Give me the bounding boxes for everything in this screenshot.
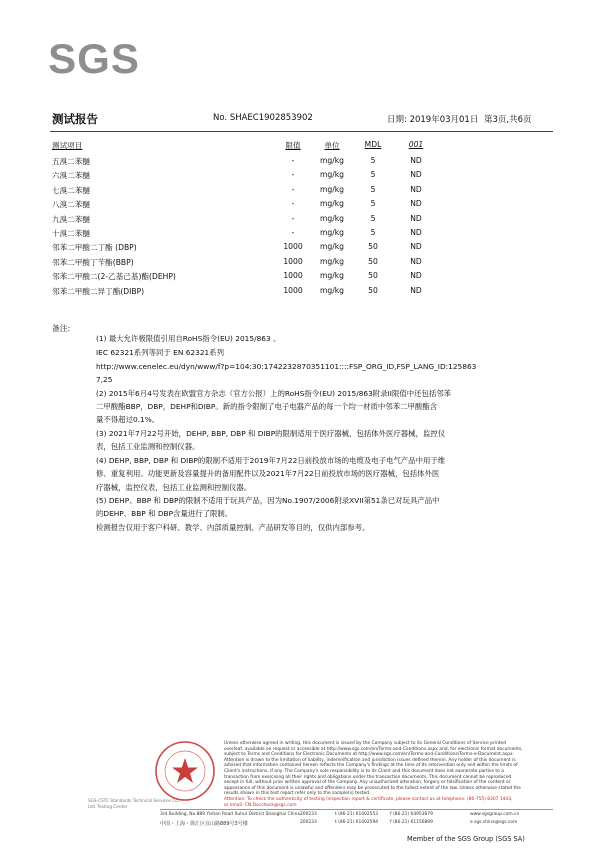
attention-line: or email: CN.Doccheck@sgs.com	[224, 802, 297, 808]
note-line: IEC 62321系列等同于 EN 62321系列	[96, 348, 225, 357]
cell-mdl: 5	[370, 228, 376, 237]
note-line: 的DEHP、BBP 和 DBP含量进行了限制。	[96, 509, 233, 518]
cell-unit: mg/kg	[320, 156, 344, 165]
note-line: 表，包括工业监测和控制仪器。	[96, 442, 200, 451]
fine-print-line: transaction from exercising all their rights and obligations under the transaction documents. This document cannot be reproduced	[224, 774, 512, 780]
cell-item: 邻苯二甲酸二(2-乙基己基)酯(DEHP)	[52, 272, 176, 282]
cell-result: ND	[410, 242, 422, 252]
fine-print-line: overleaf, available on request or accessible at http://www.sgs.com/en/Terms-and-Conditions.aspx and, for electronic format documents,	[224, 746, 523, 752]
sgs-logo	[48, 36, 140, 80]
svg-text:SGS: SGS	[48, 36, 140, 80]
note-line: 7,25	[96, 375, 113, 384]
seal-caption: SGS-CSTC Standards Technical Services Co., Ltd. Testing Center	[88, 798, 181, 809]
note-line: 修、重复利用、功能更新及容量提升的备用配件以及2021年7月22日前投放市场的医疗器械，包括体外医	[96, 469, 440, 478]
fine-print-line: Unless otherwise agreed in writing, this document is issued by the Company subject to its General Conditions of Service printed	[224, 741, 506, 746]
note-line: 检测报告仅用于客户科研、教学、内部质量控制、产品研发等目的，仅供内部参考。	[96, 523, 370, 532]
cell-unit: mg/kg	[320, 242, 344, 252]
cell-mdl: 5	[370, 199, 376, 209]
seal-stamp-icon	[154, 740, 216, 802]
cell-unit: mg/kg	[320, 170, 344, 180]
cell-item: 五溴二苯醚	[52, 157, 90, 166]
note-line: (5) DEHP、BBP 和 DBP的限制不适用于玩具产品，因为No.1907/2006附录XVII第51条已对玩具产品中	[96, 496, 440, 505]
cell-result: ND	[410, 228, 422, 237]
cell-limit: -	[291, 228, 295, 237]
note-line: 量不得超过0.1%。	[96, 415, 160, 424]
cell-result: ND	[410, 256, 422, 266]
cell-item: 七溴二苯醚	[52, 185, 90, 195]
email-link[interactable]: e sgs.china@sgs.com	[470, 820, 518, 825]
fine-print-line: results shown in this test report refer only to the sample(s) tested.	[224, 791, 371, 797]
cell-mdl: 50	[368, 271, 378, 281]
report-title: 测试报告	[52, 112, 98, 126]
cell-item: 邻苯二甲酸丁苄酯(BBP)	[52, 257, 134, 267]
cell-item: 十溴二苯醚	[52, 229, 90, 238]
cell-mdl: 5	[370, 213, 376, 223]
cell-limit: 1000	[283, 285, 303, 295]
fine-print-line: Client's instructions, if any. The Company's sole responsibility is to its Client and this document does not exonerate parties to a	[224, 769, 504, 774]
col-header-limit: 限值	[285, 141, 301, 150]
note-line: 二甲酸酯BBP，DBP，DEHP和DIBP。新的指令限制了电子电器产品的每一个均一材质中邻苯二甲酸酯含	[96, 402, 438, 411]
address-cn: 中国・上海・徐汇区宜山路889号3号楼	[160, 821, 248, 827]
col-header-mdl: MDL	[364, 140, 382, 149]
cell-unit: mg/kg	[320, 285, 344, 295]
cell-result: ND	[410, 156, 422, 165]
cell-unit: mg/kg	[320, 213, 344, 223]
cell-limit: -	[291, 184, 295, 194]
fine-print-line: except in full, without prior written approval of the Company. Any unauthorized alteration, forgery or falsification of the content or	[224, 780, 511, 786]
footer-divider	[160, 809, 553, 810]
cell-limit: -	[291, 213, 295, 223]
cell-unit: mg/kg	[320, 271, 344, 281]
cell-result: ND	[410, 271, 422, 281]
fine-print-line: advised that information contained hereon reflects the Company's findings at the time of its intervention only and within the limits of	[224, 763, 518, 769]
cell-result: ND	[410, 285, 422, 295]
cell-item: 邻苯二甲酸二异丁酯(DIBP)	[52, 286, 145, 296]
attention-line: Attention: To check the authenticity of testing /inspection report & certificate, please contact us at telephone: (86-755) 8307 1443,	[224, 797, 513, 802]
note-line: (3) 2021年7月22号开始，DEHP, BBP, DBP 和 DIBP的限制适用于医疗器械，包括体外医疗器械，监控仪	[96, 429, 446, 438]
cell-unit: mg/kg	[320, 228, 344, 237]
fine-print-line: Attention is drawn to the limitation of liability, indemnification and jurisdiction issues defined therein. Any holder of this document is	[224, 757, 516, 763]
cell-item: 六溴二苯醚	[52, 171, 90, 181]
cell-result: ND	[410, 199, 422, 209]
tel-en: t (86-21) 61402553	[335, 812, 379, 817]
cell-item: 八溴二苯醚	[52, 200, 90, 210]
notes-label: 备注:	[52, 324, 71, 333]
cell-limit: 1000	[283, 242, 303, 252]
report-number: No. SHAEC1902853902	[213, 113, 313, 123]
cell-item: 邻苯二甲酸二丁酯 (DBP)	[52, 243, 137, 253]
fine-print-line: appearance of this document is unlawful and offenders may be prosecuted to the fullest extent of the law. Unless otherwise stated the	[224, 785, 521, 791]
cell-mdl: 50	[368, 285, 378, 295]
tel-cn: t (86-21) 61402594	[335, 820, 379, 825]
cell-result: ND	[410, 170, 422, 180]
page-indicator: 第3页,共6页	[484, 115, 532, 125]
note-line: (2) 2015年6月4号发表在欧盟官方杂志（官方公报）上的RoHS指令(EU) 2015/863附录II限值中还包括邻苯	[96, 389, 452, 398]
cell-mdl: 5	[370, 156, 376, 165]
postcode-cn: 200233	[300, 820, 317, 825]
col-header-result: 001	[408, 140, 424, 149]
cell-limit: -	[291, 199, 295, 209]
cell-unit: mg/kg	[320, 256, 344, 266]
header-divider	[50, 131, 553, 132]
note-line: (4) DEHP, BBP, DBP 和 DIBP的限制不适用于2019年7月22日前投放市场的电缆及电子电气产品中用于维	[96, 456, 446, 465]
fax-cn: f (86-21) 61156899	[390, 820, 433, 825]
cell-result: ND	[410, 184, 422, 194]
cell-item: 九溴二苯醚	[52, 214, 90, 224]
report-date: 日期: 2019年03月01日	[387, 115, 479, 125]
cell-mdl: 5	[370, 184, 376, 194]
address-en: 3rd Building, No.889 Yishan Road Xuhui District Shanghai China	[160, 812, 301, 817]
sgs-member-text: Member of the SGS Group (SGS SA)	[407, 835, 525, 843]
cell-unit: mg/kg	[320, 184, 344, 194]
fax-en: f (86-21) 64953679	[390, 812, 433, 817]
note-line: http://www.cenelec.eu/dyn/www/f?p=104:30:1742232870351101::::FSP_ORG_ID,FSP_LANG_ID:125863	[96, 362, 477, 371]
fine-print-line: subject to Terms and Conditions for Electronic Documents at http://www.sgs.com/en/Terms-and-Conditions/Terms-e-Document.aspx.	[224, 752, 515, 758]
cell-limit: -	[291, 156, 295, 165]
cell-mdl: 50	[368, 256, 378, 266]
note-line: 疗器械，监控仪表，包括工业监测和控制仪器。	[96, 483, 252, 492]
cell-mdl: 5	[370, 170, 376, 180]
note-line: (1) 最大允许极限值引用自RoHS指令(EU) 2015/863 。	[96, 334, 281, 343]
col-header-unit: 单位	[324, 141, 340, 150]
col-header-item: 测试项目	[52, 141, 83, 150]
cell-mdl: 50	[368, 242, 378, 252]
cell-limit: 1000	[283, 271, 303, 281]
cell-unit: mg/kg	[320, 199, 344, 209]
website-link[interactable]: www.sgsgroup.com.cn	[470, 812, 520, 817]
cell-limit: 1000	[283, 256, 303, 266]
cell-result: ND	[410, 213, 422, 223]
postcode-en: 200233	[300, 812, 317, 817]
cell-limit: -	[291, 170, 295, 180]
